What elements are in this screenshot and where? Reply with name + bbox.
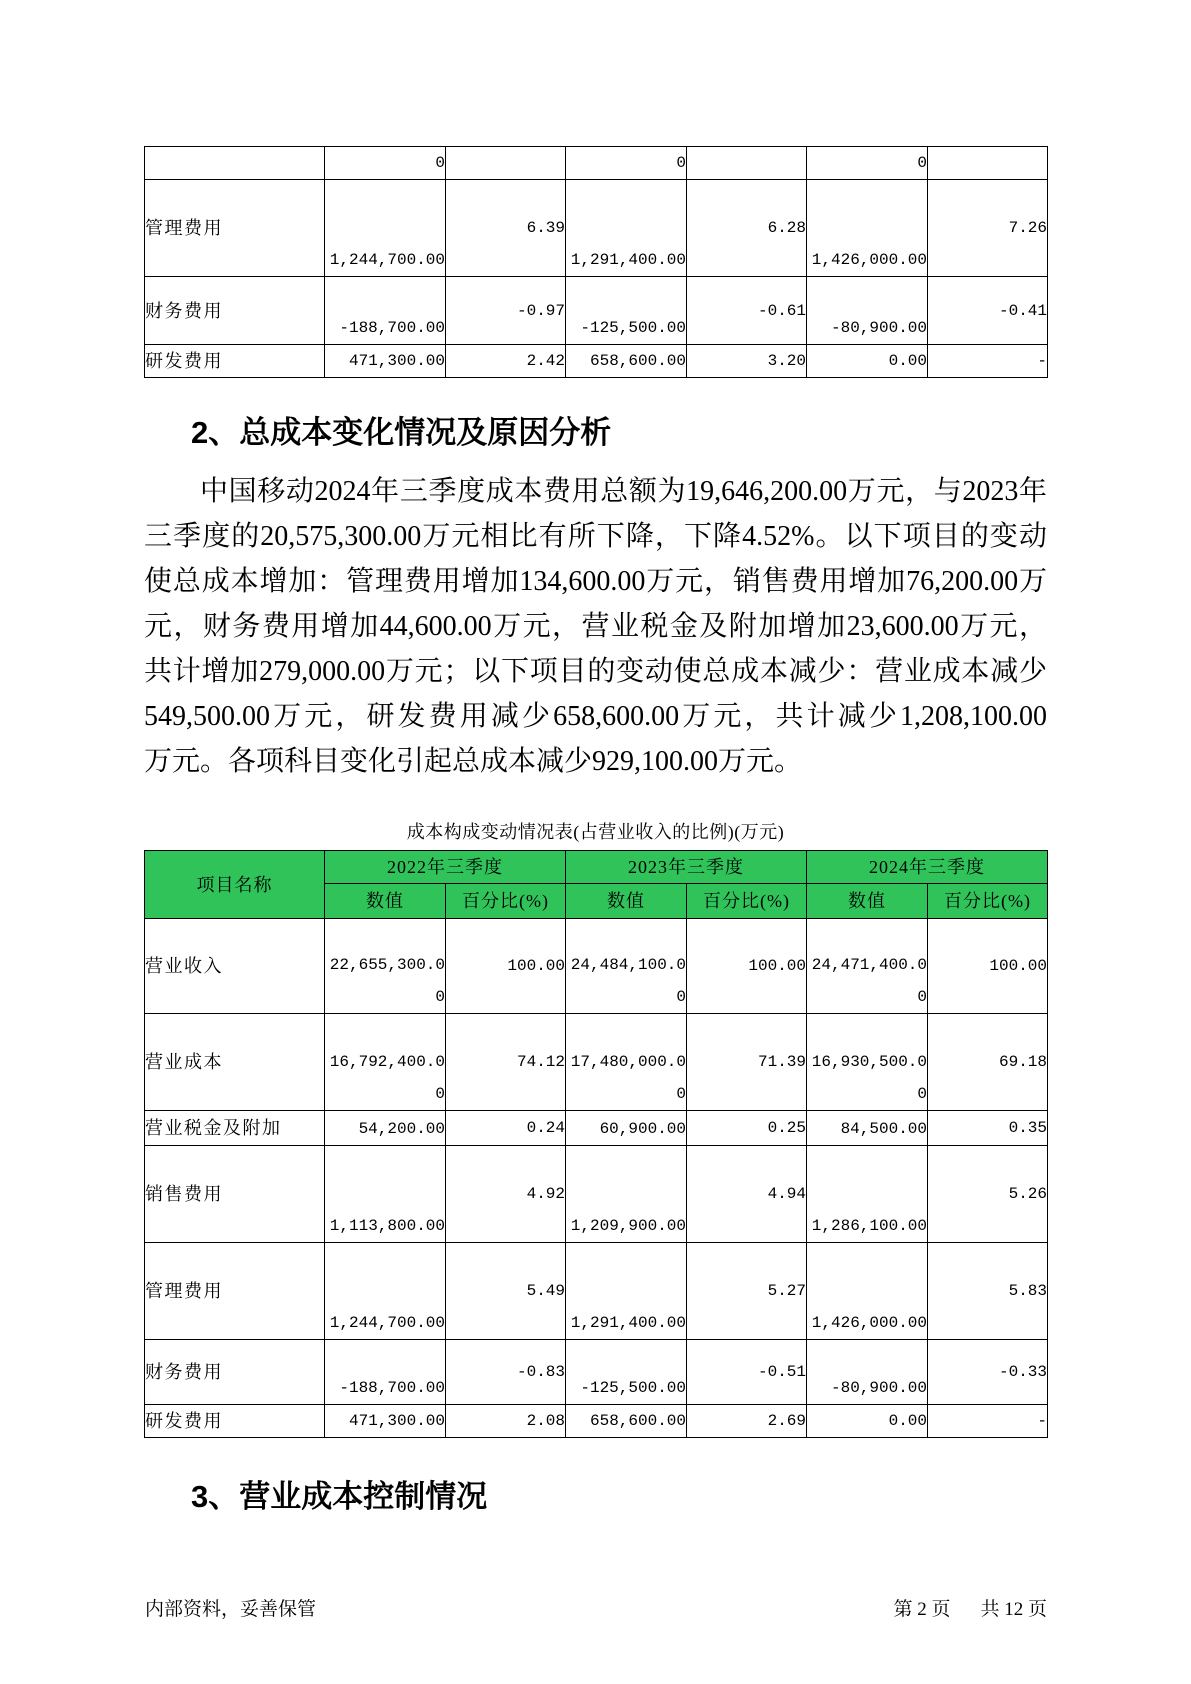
value-2022: 54,200.00 [325, 1111, 446, 1146]
value-cell: 0 [807, 147, 928, 180]
table-row-financial-expense [145, 1340, 1048, 1405]
row-label: 销售费用 [145, 1146, 325, 1243]
percent-2023: 71.39 [687, 1014, 807, 1111]
value-2022: 22,655,300.00 [325, 919, 446, 1014]
value-2023: 60,900.00 [566, 1111, 687, 1146]
value-2023: 658,600.00 [566, 1405, 687, 1438]
percent-2023: 0.25 [687, 1111, 807, 1146]
percent-cell [928, 147, 1048, 180]
footer-page-number [893, 1595, 1047, 1625]
percent-header: 百分比(%) [928, 884, 1048, 919]
percent-2024: -0.33 [928, 1340, 1048, 1405]
cost-structure-table [144, 850, 1048, 1438]
table-row-management-expense [145, 180, 1048, 277]
percent-2022: 74.12 [446, 1014, 566, 1111]
percent-cell [446, 147, 566, 180]
percent-2022: 0.24 [446, 1111, 566, 1146]
percent-header: 百分比(%) [687, 884, 807, 919]
value-cell: 1,291,400.00 [566, 180, 687, 277]
value-2024: 0.00 [807, 1405, 928, 1438]
table-row-taxes-surcharges [145, 1111, 1048, 1146]
row-label: 管理费用 [145, 1243, 325, 1340]
percent-2024: 69.18 [928, 1014, 1048, 1111]
value-cell: 1,426,000.00 [807, 180, 928, 277]
paragraph-line: 549,500.00万元，研发费用减少658,600.00万元，共计减少1,208,100.00 [144, 701, 1047, 732]
paragraph-line: 中国移动2024年三季度成本费用总额为19,646,200.00万元，与2023年 [200, 476, 1047, 507]
table-caption: 成本构成变动情况表(占营业收入的比例)(万元) [406, 822, 785, 842]
row-label: 财务费用 [145, 1340, 325, 1405]
percent-2024: 0.35 [928, 1111, 1048, 1146]
value-2023: 17,480,000.00 [566, 1014, 687, 1111]
row-label: 营业成本 [145, 1014, 325, 1111]
value-cell: 0 [325, 147, 446, 180]
footer-confidential-note: 内部资料，妥善保管 [145, 1599, 317, 1620]
percent-cell: -0.97 [446, 277, 566, 345]
value-2024: -80,900.00 [807, 1340, 928, 1405]
page-total: 共 12 页 [980, 1599, 1047, 1620]
value-2022: 471,300.00 [325, 1405, 446, 1438]
period-header-2022: 2022年三季度 [325, 851, 566, 884]
table-row-rd-expense [145, 1405, 1048, 1438]
paragraph-line: 三季度的20,575,300.00万元相比有所下降，下降4.52%。以下项目的变动 [144, 521, 1047, 552]
percent-2022: -0.83 [446, 1340, 566, 1405]
row-label: 研发费用 [145, 345, 325, 378]
table-row-financial-expense [145, 277, 1048, 345]
percent-2023: -0.51 [687, 1340, 807, 1405]
value-2023: 24,484,100.00 [566, 919, 687, 1014]
row-label: 营业收入 [145, 919, 325, 1014]
value-2022: -188,700.00 [325, 1340, 446, 1405]
value-cell: 0.00 [807, 345, 928, 378]
value-cell: 471,300.00 [325, 345, 446, 378]
table-row-continued [145, 147, 1048, 180]
percent-cell: -0.61 [687, 277, 807, 345]
paragraph-line: 万元。各项科目变化引起总成本减少929,100.00万元。 [144, 746, 803, 777]
percent-2024: - [928, 1405, 1048, 1438]
percent-2022: 5.49 [446, 1243, 566, 1340]
paragraph-line: 共计增加279,000.00万元；以下项目的变动使总成本减少：营业成本减少 [144, 656, 1047, 687]
value-2022: 1,113,800.00 [325, 1146, 446, 1243]
value-header: 数值 [807, 884, 928, 919]
percent-cell: 3.20 [687, 345, 807, 378]
percent-2024: 5.83 [928, 1243, 1048, 1340]
percent-2023: 4.94 [687, 1146, 807, 1243]
percent-2023: 2.69 [687, 1405, 807, 1438]
paragraph-line: 使总成本增加：管理费用增加134,600.00万元，销售费用增加76,200.00万 [144, 566, 1047, 597]
percent-cell: 6.39 [446, 180, 566, 277]
paragraph-line: 元，财务费用增加44,600.00万元，营业税金及附加增加23,600.00万元， [144, 611, 1047, 642]
percent-cell: -0.41 [928, 277, 1048, 345]
row-label: 营业税金及附加 [145, 1111, 325, 1146]
page-number: 第 2 页 [893, 1599, 951, 1620]
row-label [145, 147, 325, 180]
value-2024: 24,471,400.00 [807, 919, 928, 1014]
value-2024: 84,500.00 [807, 1111, 928, 1146]
table-row-rd-expense [145, 345, 1048, 378]
percent-2024: 5.26 [928, 1146, 1048, 1243]
percent-2023: 100.00 [687, 919, 807, 1014]
value-cell: 1,244,700.00 [325, 180, 446, 277]
table-header-row [145, 851, 1048, 884]
value-cell: 0 [566, 147, 687, 180]
period-header-2024: 2024年三季度 [807, 851, 1048, 884]
period-header-2023: 2023年三季度 [566, 851, 807, 884]
value-cell: -125,500.00 [566, 277, 687, 345]
percent-2022: 4.92 [446, 1146, 566, 1243]
table-row-operating-cost [145, 1014, 1048, 1111]
percent-cell: 7.26 [928, 180, 1048, 277]
continued-cost-table [144, 146, 1048, 378]
row-label: 财务费用 [145, 277, 325, 345]
table-row-operating-revenue [145, 919, 1048, 1014]
item-name-header: 项目名称 [145, 851, 325, 919]
value-2024: 16,930,500.00 [807, 1014, 928, 1111]
table-row-management-expense [145, 1243, 1048, 1340]
value-2024: 1,426,000.00 [807, 1243, 928, 1340]
percent-cell [687, 147, 807, 180]
value-header: 数值 [325, 884, 446, 919]
percent-cell: 2.42 [446, 345, 566, 378]
value-header: 数值 [566, 884, 687, 919]
value-cell: 658,600.00 [566, 345, 687, 378]
percent-cell: - [928, 345, 1048, 378]
value-2023: 1,209,900.00 [566, 1146, 687, 1243]
percent-2022: 2.08 [446, 1405, 566, 1438]
percent-cell: 6.28 [687, 180, 807, 277]
value-2024: 1,286,100.00 [807, 1146, 928, 1243]
percent-2023: 5.27 [687, 1243, 807, 1340]
value-cell: -188,700.00 [325, 277, 446, 345]
section-heading: 2、总成本变化情况及原因分析 [191, 415, 612, 450]
section-heading: 3、营业成本控制情况 [191, 1479, 488, 1514]
table-row-selling-expense [145, 1146, 1048, 1243]
value-2022: 16,792,400.00 [325, 1014, 446, 1111]
value-2022: 1,244,700.00 [325, 1243, 446, 1340]
value-2023: 1,291,400.00 [566, 1243, 687, 1340]
percent-header: 百分比(%) [446, 884, 566, 919]
percent-2022: 100.00 [446, 919, 566, 1014]
row-label: 研发费用 [145, 1405, 325, 1438]
percent-2024: 100.00 [928, 919, 1048, 1014]
value-cell: -80,900.00 [807, 277, 928, 345]
value-2023: -125,500.00 [566, 1340, 687, 1405]
row-label: 管理费用 [145, 180, 325, 277]
